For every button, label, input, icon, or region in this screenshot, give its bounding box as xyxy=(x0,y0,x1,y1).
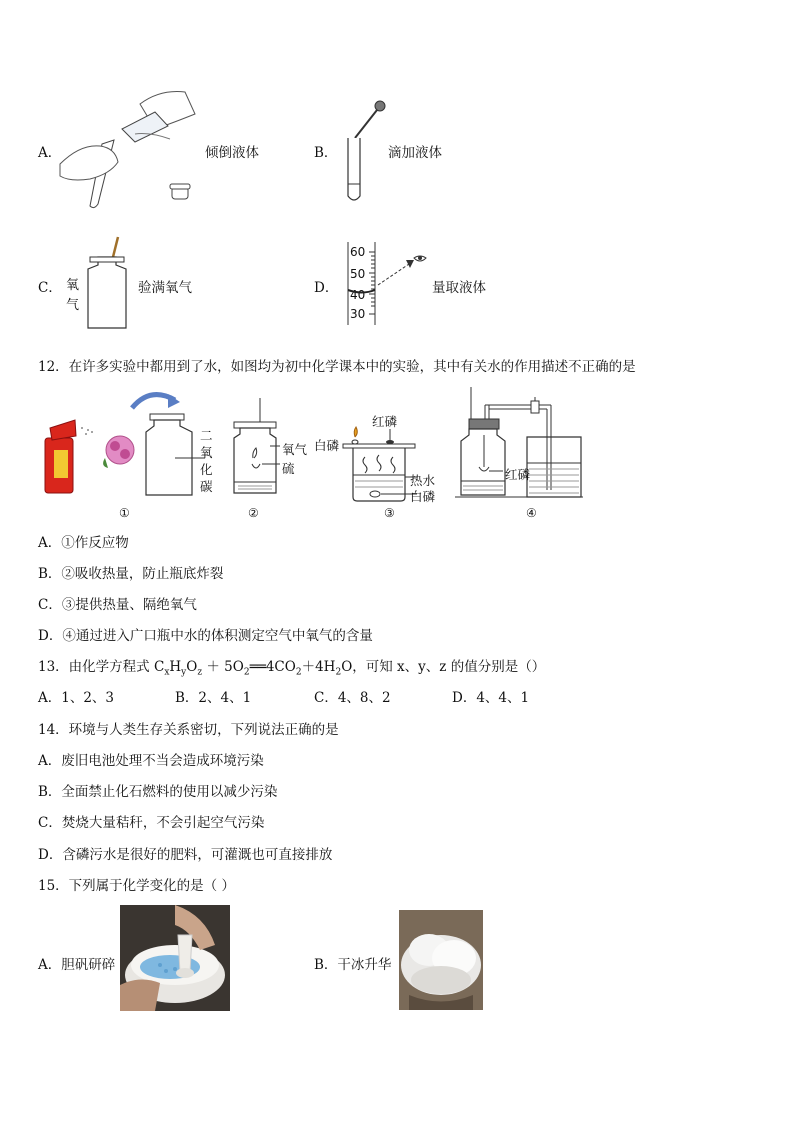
q13-option-b: B．2、4、1 xyxy=(175,690,252,706)
q13-sub-y: y xyxy=(181,667,187,678)
question-13-stem xyxy=(38,655,545,678)
figure-label-4: ④ xyxy=(526,506,537,520)
co2-char-2: 氧 xyxy=(200,445,213,460)
option-a-text: 倾倒液体 xyxy=(205,145,259,161)
option-c-label: C． xyxy=(38,280,62,296)
q13-sub-2c: 2 xyxy=(335,667,342,678)
grinding-mortar-photo xyxy=(120,905,230,1011)
q13-h: H xyxy=(169,659,182,675)
oxygen-label: 氧气 xyxy=(282,442,308,457)
q12-option-a: A．①作反应物 xyxy=(38,535,129,551)
hot-water-label: 热水 xyxy=(410,473,436,488)
q13-sub-z: z xyxy=(197,667,203,678)
option-d-text: 量取液体 xyxy=(432,280,486,296)
q13-option-c: C．4、8、2 xyxy=(314,690,391,706)
cylinder-tick-30: 30 xyxy=(350,307,366,321)
q13-prefix: 13．由化学方程式 C xyxy=(38,659,165,675)
question-12-stem: 12．在许多实验中都用到了水，如图均为初中化学课本中的实验，其中有关水的作用描述不正确的是 xyxy=(38,359,636,375)
bottle-label-char-2: 气 xyxy=(66,298,80,313)
q13-option-d: D．4、4、1 xyxy=(452,690,530,706)
graduated-cylinder-figure xyxy=(340,240,430,330)
q14-option-b: B．全面禁止化石燃料的使用以减少污染 xyxy=(38,784,278,800)
q13-tail: O，可知 x、y、z 的值分别是（） xyxy=(341,659,546,675)
bottle-label-char-1: 氧 xyxy=(66,278,80,293)
white-phosphorus-bottom-label: 白磷 xyxy=(410,489,436,504)
cylinder-tick-60: 60 xyxy=(350,245,366,259)
dropper-test-tube-figure xyxy=(340,100,390,205)
figure-label-1: ① xyxy=(119,506,130,520)
red-phosphorus-label: 红磷 xyxy=(372,414,398,429)
q12-option-b: B．②吸收热量，防止瓶底炸裂 xyxy=(38,566,224,582)
q13-arrow: ══ xyxy=(249,659,266,675)
red-phosphorus-4-label: 红磷 xyxy=(505,467,531,482)
question-14-stem: 14．环境与人类生存关系密切，下列说法正确的是 xyxy=(38,722,339,738)
q13-o: O xyxy=(186,659,198,675)
q13-sub-2b: 2 xyxy=(295,667,302,678)
white-phosphorus-top-label: 白磷 xyxy=(314,438,340,453)
option-c-text: 验满氧气 xyxy=(138,280,192,296)
q15-option-b: B．干冰升华 xyxy=(314,957,392,973)
dry-ice-photo xyxy=(399,910,483,1010)
q12-option-d: D．④通过进入广口瓶中水的体积测定空气中氧气的含量 xyxy=(38,628,373,644)
figure-label-3: ③ xyxy=(384,506,395,520)
option-b-text: 滴加液体 xyxy=(388,145,442,161)
q13-option-a: A．1、2、3 xyxy=(38,690,115,706)
q14-option-c: C．焚烧大量秸秆，不会引起空气污染 xyxy=(38,815,265,831)
experiment-2-figure xyxy=(230,396,280,496)
option-a-label: A． xyxy=(38,145,62,161)
figure-label-2: ② xyxy=(248,506,259,520)
option-d-label: D． xyxy=(314,280,339,296)
q15-option-a: A．胆矾研碎 xyxy=(38,957,116,973)
q12-option-c: C．③提供热量、隔绝氧气 xyxy=(38,597,197,613)
pouring-liquid-figure xyxy=(60,84,200,214)
sulfur-label: 硫 xyxy=(282,461,295,476)
co2-char-3: 化 xyxy=(200,462,213,477)
co2-char-1: 二 xyxy=(200,428,213,443)
cylinder-tick-40: 40 xyxy=(350,288,366,302)
q13-rest1: 4CO xyxy=(265,659,296,675)
q13-sub-x: x xyxy=(164,667,170,678)
option-b-label: B． xyxy=(314,145,338,161)
q13-rest2: ＋4H xyxy=(301,659,336,675)
q13-sub-2a: 2 xyxy=(243,667,250,678)
q14-option-a: A．废旧电池处理不当会造成环境污染 xyxy=(38,753,264,769)
co2-char-4: 碳 xyxy=(200,479,213,494)
q13-mid: ＋ 5O xyxy=(202,659,244,675)
cylinder-tick-50: 50 xyxy=(350,267,366,281)
question-15-stem: 15．下列属于化学变化的是（ ） xyxy=(38,878,235,894)
q14-option-d: D．含磷污水是很好的肥料，可灌溉也可直接排放 xyxy=(38,847,333,863)
oxygen-check-figure xyxy=(82,235,132,330)
